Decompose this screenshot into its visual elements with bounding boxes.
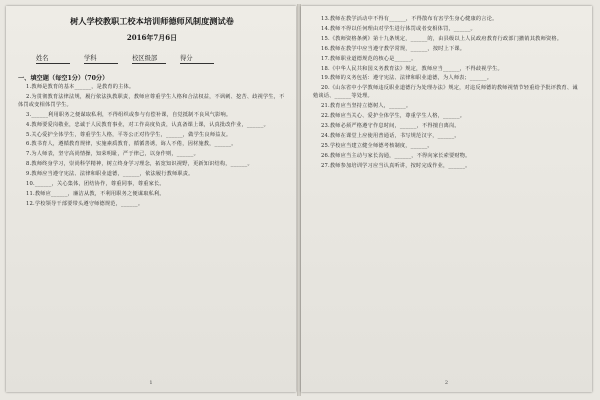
question-item: 5.关心爱护全体学生，尊重学生人格，平等公正对待学生，______，做学生良师益友。 [26, 131, 232, 138]
page-number-left: 1 [149, 380, 153, 386]
question-item: 13.教师在教学活动中不得有______，不得散布有害学生身心健康的言论。 [321, 16, 498, 22]
question-list-left [18, 84, 286, 209]
question-item: 27.教师参加培训学习应当认真听讲，按时完成作业，______。 [321, 162, 471, 169]
page-number-right: 2 [444, 380, 449, 386]
question-item: 18.《中华人民共和国义务教育法》规定，教师应当______，不得歧视学生。 [321, 65, 503, 72]
exam-title: 树人学校教职工校本培训师德师风制度测试卷 [70, 16, 234, 26]
question-item: 23.教师必须严格遵守作息时间，______，不得擅自离岗。 [321, 122, 460, 129]
exam-page-left [6, 6, 296, 392]
question-item: 26.教师应当主动与家长沟通，______，不得向家长索要财物。 [321, 152, 471, 159]
question-item: 20.《山东省中小学教师违反职业道德行为处理办法》规定，对违反师德的教师视情节轻重给予批评教育、诫勉谈话、______等处理。 [313, 85, 578, 100]
question-item: 17.教师职业道德规范的核心是______。 [321, 55, 417, 62]
question-item: 15.《教师资格条例》第十九条规定，______的，由县级以上人民政府教育行政部门撤销其教师资格。 [321, 35, 563, 42]
question-item: 7.为人师表，坚守高尚情操，知荣明耻，严于律己，以身作则，______。 [26, 151, 199, 158]
question-item: 2.为贯彻教育法律法规，履行依法执教职责，教师应尊重学生人格和合法权益，不讽刺、挖苦、歧视学生，不体罚或变相体罚学生。 [18, 93, 285, 108]
question-item: 19.教师的义务包括：遵守宪法、法律和职业道德，为人师表；______。 [321, 75, 493, 82]
field-subject: 学科 [84, 53, 118, 64]
question-item: 16.教师在教学中应当遵守教学常规，______，按时上下课。 [321, 45, 466, 52]
question-item: 25.学校应当建立健全师德考核制度，______。 [321, 142, 433, 149]
question-item: 3.______利用职务之便谋取私利，不得组织或参与有偿补课，自觉抵制不良风气影响。 [26, 111, 232, 118]
question-item: 8.教师终身学习，崇尚科学精神，树立终身学习理念，拓宽知识视野，更新知识结构，______。 [26, 161, 253, 168]
question-item: 10.______，关心集体，团结协作，尊重同事，尊重家长。 [26, 181, 165, 188]
section-heading: 一、填空题（每空1分）（70分） [18, 75, 109, 82]
student-info-row [18, 53, 286, 64]
question-item: 22.教师应当关心、爱护全体学生，尊重学生人格，______。 [321, 113, 466, 120]
question-item: 6.教书育人，遵循教育规律，实施素质教育，循循善诱，诲人不倦，因材施教，______。 [26, 141, 237, 148]
exam-date: 2016年7月6日 [126, 33, 178, 42]
exam-page-right [301, 6, 592, 392]
question-list-right [313, 16, 582, 171]
field-campus: 校区级部 [132, 53, 166, 64]
question-item: 21.教育应当坚持立德树人，______。 [321, 103, 412, 110]
question-item: 11.教师应______，廉洁从教，不利用职务之便谋取私利。 [26, 190, 165, 197]
question-item: 1.教师是教育的基本______，是教育的主体。 [26, 84, 135, 90]
question-item: 14.教师不得以任何理由对学生进行体罚或者变相体罚，______。 [321, 25, 476, 32]
question-item: 12.学校领导干部要带头遵守师德规范，______。 [26, 200, 144, 207]
question-item: 4.教师要爱岗敬业，忠诚于人民教育事业，对工作高度负责，认真备课上课，认真批改作业，______。 [26, 121, 269, 128]
field-name: 姓名 [36, 53, 70, 64]
field-score: 得分 [180, 53, 214, 64]
question-item: 9.教师应当遵守宪法、法律和职业道德，______，依法履行教师职责。 [26, 171, 194, 178]
question-item: 24.教师在课堂上应使用普通话，书写规范汉字，______。 [321, 132, 460, 139]
